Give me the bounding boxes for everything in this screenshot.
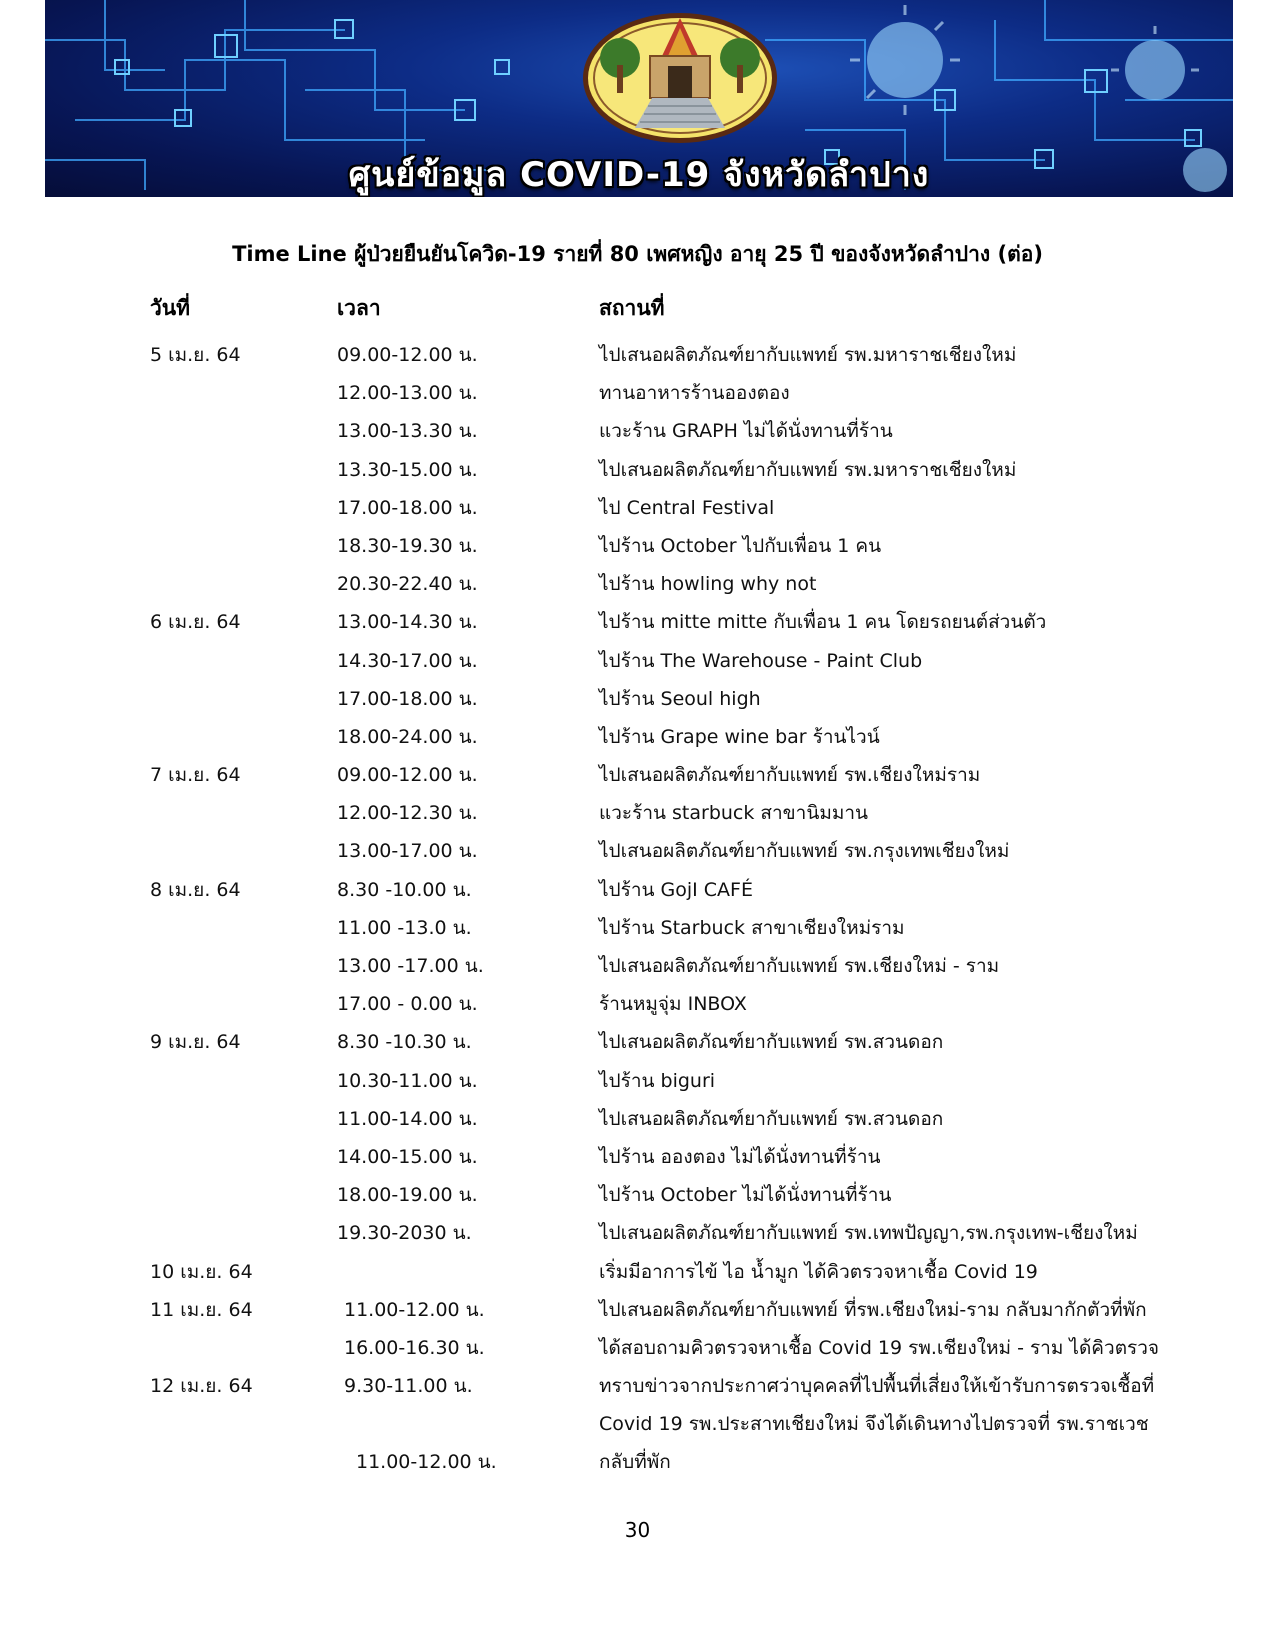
row-time: 10.30-11.00 น. — [337, 1069, 478, 1092]
table-row — [150, 601, 1150, 639]
row-time: 13.00 -17.00 น. — [337, 955, 484, 977]
row-date: 11 เม.ย. 64 — [150, 1298, 253, 1321]
row-place: ร้านหมูจุ่ม INBOX — [599, 993, 747, 1016]
table-body — [150, 334, 1160, 1480]
row-time: 14.00-15.00 น. — [337, 1145, 478, 1168]
row-place: ไปร้าน อองตอง ไม่ได้นั่งทานที่ร้าน — [599, 1145, 881, 1168]
row-place: ไปร้าน biguri — [599, 1069, 716, 1092]
table-row — [150, 716, 1150, 754]
table-row — [150, 1251, 1150, 1289]
row-place: ไปร้าน October ไปกับเพื่อน 1 คน — [599, 534, 882, 557]
table-row — [150, 983, 1150, 1021]
column-header-place: สถานที่ — [599, 296, 665, 320]
row-date: 12 เม.ย. 64 — [150, 1375, 253, 1398]
row-date: 7 เม.ย. 64 — [150, 764, 241, 787]
table-row — [150, 907, 1150, 945]
row-time: 8.30 -10.00 น. — [337, 878, 472, 901]
row-place: แวะร้าน GRAPH ไม่ได้นั่งทานที่ร้าน — [599, 420, 893, 443]
row-place: ไปเสนอผลิตภัณฑ์ยากับแพทย์ ที่รพ.เชียงใหม่-ราม กลับมากักตัวที่พัก — [599, 1298, 1147, 1321]
row-date: 6 เม.ย. 64 — [150, 611, 241, 634]
table-row — [150, 372, 1150, 410]
row-time: 13.00-13.30 น. — [337, 420, 478, 443]
row-time: 11.00-12.00 น. — [344, 1298, 485, 1321]
row-time: 11.00 -13.0 น. — [337, 916, 472, 939]
table-row — [150, 1136, 1150, 1174]
table-row — [150, 945, 1150, 983]
row-place: Covid 19 รพ.ประสาทเชียงใหม่ จึงได้เดินทางไปตรวจที่ รพ.ราชเวช — [599, 1413, 1149, 1436]
row-time: 12.00-12.30 น. — [337, 802, 478, 825]
row-time: 18.00-19.00 น. — [337, 1184, 478, 1207]
row-time: 12.00-13.00 น. — [337, 382, 478, 405]
row-place: ไปร้าน howling why not — [599, 573, 817, 596]
lampang-province-seal-icon — [580, 10, 780, 146]
table-row — [150, 1174, 1150, 1212]
banner-title: ศูนย์ข้อมูล COVID-19 จังหวัดลำปาง — [348, 155, 930, 195]
row-time: 17.00-18.00 น. — [337, 687, 478, 710]
row-date: 5 เม.ย. 64 — [150, 344, 241, 366]
row-place: ไปเสนอผลิตภัณฑ์ยากับแพทย์ รพ.มหาราชเชียงใหม่ — [599, 344, 1017, 366]
row-date: 9 เม.ย. 64 — [150, 1031, 241, 1054]
row-time: 13.30-15.00 น. — [337, 458, 478, 481]
table-row — [150, 1365, 1155, 1403]
table-row — [150, 1212, 1150, 1250]
row-time: 9.30-11.00 น. — [344, 1375, 473, 1398]
table-header — [150, 292, 1150, 334]
row-time: 17.00 - 0.00 น. — [337, 993, 478, 1016]
row-time: 8.30 -10.30 น. — [337, 1031, 472, 1054]
row-place: ไปเสนอผลิตภัณฑ์ยากับแพทย์ รพ.เทพปัญญา,รพ.กรุงเทพ-เชียงใหม่ — [599, 1222, 1138, 1245]
row-place: ไปร้าน mitte mitte กับเพื่อน 1 คน โดยรถยนต์ส่วนตัว — [599, 611, 1047, 634]
header-banner — [45, 0, 1233, 197]
table-row — [150, 678, 1150, 716]
row-place: ได้สอบถามคิวตรวจหาเชื้อ Covid 19 รพ.เชียงใหม่ - ราม ได้คิวตรวจ — [599, 1336, 1160, 1359]
table-row — [150, 449, 1150, 487]
row-time: 11.00-14.00 น. — [337, 1107, 478, 1130]
table-row — [150, 1441, 1150, 1479]
table-row — [150, 1327, 1160, 1365]
table-row — [150, 792, 1150, 830]
column-header-time: เวลา — [337, 296, 381, 320]
page-number: 30 — [624, 1518, 651, 1542]
row-time: 09.00-12.00 น. — [337, 764, 478, 787]
row-time: 16.00-16.30 น. — [344, 1336, 485, 1359]
row-place: ไปเสนอผลิตภัณฑ์ยากับแพทย์ รพ.กรุงเทพเชียงใหม่ — [599, 840, 1010, 863]
table-row — [150, 869, 1150, 907]
row-place: ไปร้าน The Warehouse - Paint Club — [599, 649, 923, 672]
row-time: 11.00-12.00 น. — [356, 1451, 497, 1474]
row-place: ไปเสนอผลิตภัณฑ์ยากับแพทย์ รพ.เชียงใหม่ราม — [599, 764, 981, 787]
row-place: ไปร้าน Seoul high — [599, 687, 761, 710]
table-row — [150, 563, 1150, 601]
row-time: 17.00-18.00 น. — [337, 496, 478, 519]
table-row — [150, 410, 1150, 448]
table-row — [150, 1021, 1150, 1059]
row-place: ทานอาหารร้านอองตอง — [599, 382, 790, 405]
row-time: 18.30-19.30 น. — [337, 534, 478, 557]
table-row — [150, 1060, 1150, 1098]
row-place: ไปร้าน GojI CAFÉ — [599, 878, 753, 901]
table-row — [150, 525, 1150, 563]
table-row — [150, 1098, 1150, 1136]
table-row — [150, 830, 1150, 868]
table-row — [150, 754, 1150, 792]
row-place: ไปร้าน October ไม่ได้นั่งทานที่ร้าน — [599, 1184, 892, 1207]
row-place: ไปร้าน Starbuck สาขาเชียงใหม่ราม — [599, 916, 905, 939]
row-time: 09.00-12.00 น. — [337, 344, 478, 366]
row-time: 13.00-17.00 น. — [337, 840, 478, 863]
row-place: ไปเสนอผลิตภัณฑ์ยากับแพทย์ รพ.เชียงใหม่ - ราม — [599, 955, 1000, 977]
table-row — [150, 640, 1150, 678]
table-row — [150, 334, 1150, 372]
row-time: 14.30-17.00 น. — [337, 649, 478, 672]
row-date: 10 เม.ย. 64 — [150, 1260, 253, 1283]
row-place: ไป Central Festival — [599, 496, 775, 519]
table-row — [150, 1289, 1150, 1327]
table-row — [150, 1403, 1150, 1441]
timeline-table — [150, 292, 1160, 1480]
row-time: 19.30-2030 น. — [337, 1222, 472, 1245]
row-time: 18.00-24.00 น. — [337, 725, 478, 748]
row-place: ไปเสนอผลิตภัณฑ์ยากับแพทย์ รพ.สวนดอก — [599, 1107, 944, 1130]
row-time: 20.30-22.40 น. — [337, 573, 478, 596]
row-place: ไปเสนอผลิตภัณฑ์ยากับแพทย์ รพ.มหาราชเชียงใหม่ — [599, 458, 1017, 481]
document-title: Time Line ผู้ป่วยยืนยันโควิด-19 รายที่ 80 เพศหญิง อายุ 25 ปี ของจังหวัดลำปาง (ต่อ) — [232, 242, 1043, 266]
row-place: ไปเสนอผลิตภัณฑ์ยากับแพทย์ รพ.สวนดอก — [599, 1031, 944, 1054]
row-place: เริ่มมีอาการไข้ ไอ น้ำมูก ได้คิวตรวจหาเชื้อ Covid 19 — [599, 1260, 1038, 1283]
row-place: แวะร้าน starbuck สาขานิมมาน — [599, 802, 869, 825]
row-time: 13.00-14.30 น. — [337, 611, 478, 634]
table-row — [150, 487, 1150, 525]
row-place: ไปร้าน Grape wine bar ร้านไวน์ — [599, 725, 880, 748]
row-place: กลับที่พัก — [599, 1451, 671, 1474]
column-header-date: วันที่ — [150, 296, 190, 320]
row-place: ทราบข่าวจากประกาศว่าบุคคลที่ไปพื้นที่เสี่ยงให้เข้ารับการตรวจเชื้อที่ — [599, 1375, 1155, 1398]
row-date: 8 เม.ย. 64 — [150, 878, 241, 901]
